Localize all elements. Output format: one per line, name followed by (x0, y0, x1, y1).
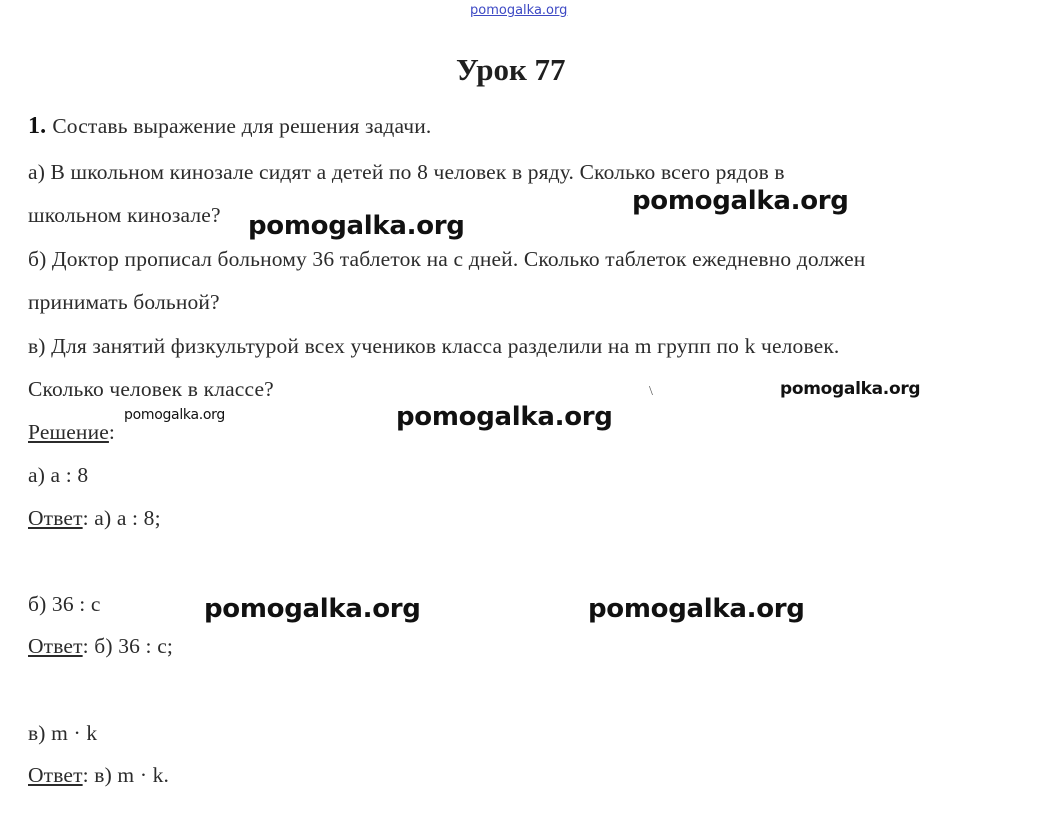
answer-c (28, 763, 169, 788)
watermark: pomogalka.org (396, 402, 613, 432)
answer-a (28, 506, 161, 531)
answer-a-value: а) а : 8; (88, 506, 161, 530)
watermark: pomogalka.org (248, 211, 465, 241)
answer-colon: : (82, 506, 89, 530)
watermark: pomogalka.org (204, 594, 421, 624)
task-line-b2: принимать больной? (28, 290, 220, 314)
solution-heading (28, 420, 115, 445)
answer-label: Ответ (28, 763, 83, 787)
answer-b (28, 634, 173, 659)
task-line-c1: в) Для занятий физкультурой всех учеников класса разделили на m групп по k человек. (28, 334, 840, 358)
answer-c-value: в) m · k. (88, 763, 170, 787)
solution-b-expression: б) 36 : с (28, 592, 101, 616)
answer-colon: : (82, 634, 89, 658)
watermark: pomogalka.org (588, 594, 805, 624)
task-line-a2: школьном кинозале? (28, 203, 221, 227)
task-prompt: Составь выражение для решения задачи. (52, 114, 432, 138)
lesson-title: Урок 77 (456, 52, 566, 87)
solution-colon: : (108, 420, 116, 444)
answer-b-value: б) 36 : с; (88, 634, 174, 658)
solution-c-expression: в) m · k (28, 721, 98, 745)
task-line-a1: а) В школьном кинозале сидят а детей по 8 человек в ряду. Сколько всего рядов в (28, 160, 785, 184)
task-line-b1: б) Доктор прописал больному 36 таблеток на с дней. Сколько таблеток ежедневно должен (28, 247, 866, 271)
task-heading (28, 113, 431, 140)
task-line-c2: Сколько человек в классе? (28, 377, 274, 401)
task-number: 1. (28, 113, 47, 139)
answer-label: Ответ (28, 506, 83, 530)
watermark: pomogalka.org (632, 186, 849, 216)
solution-label: Решение (28, 420, 109, 444)
answer-colon: : (82, 763, 89, 787)
stray-mark: \ (649, 384, 653, 399)
watermark: pomogalka.org (124, 407, 225, 423)
watermark: pomogalka.org (780, 379, 921, 399)
site-link[interactable]: pomogalka.org (470, 3, 568, 18)
solution-a-expression: а) а : 8 (28, 463, 89, 487)
answer-label: Ответ (28, 634, 83, 658)
